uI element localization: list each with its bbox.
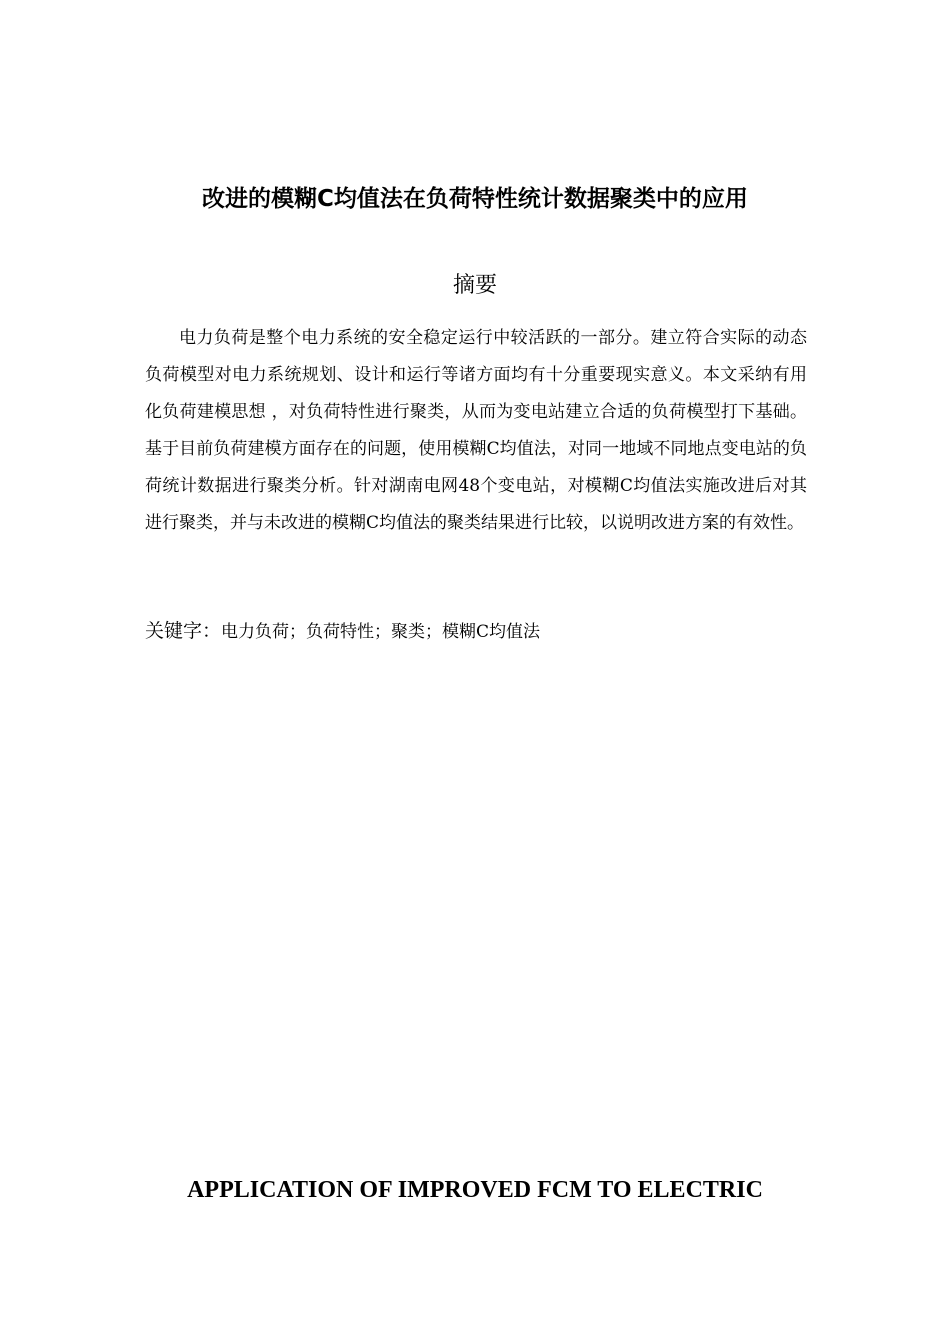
keywords-line (145, 615, 807, 649)
abstract-body: 电力负荷是整个电力系统的安全稳定运行中较活跃的一部分。建立符合实际的动态负荷模型对电力系统规划、设计和运行等诸方面均有十分重要现实意义。本文采纳有用化负荷建模思想 ，对负荷特性进行聚类，从而为变电站建立合适的负荷模型打下基础。基于目前负荷建模方面存在的问题，使用模糊C均值法，对同一地域不同地点变电站的负荷统计数据进行聚类分析。针对湖南电网48个变电站，对模糊C均值法实施改进后对其进行聚类，并与未改进的模糊C均值法的聚类结果进行比较，以说明改进方案的有效性。 (145, 328, 807, 533)
english-title: APPLICATION OF IMPROVED FCM TO ELECTRIC (187, 1177, 763, 1203)
chinese-title: 改进的模糊C均值法在负荷特性统计数据聚类中的应用 (202, 186, 748, 212)
abstract-heading: 摘要 (452, 273, 497, 298)
keywords-text: 电力负荷；负荷特性；聚类；模糊C均值法 (221, 622, 541, 642)
keywords-label: 关键字： (145, 620, 222, 642)
